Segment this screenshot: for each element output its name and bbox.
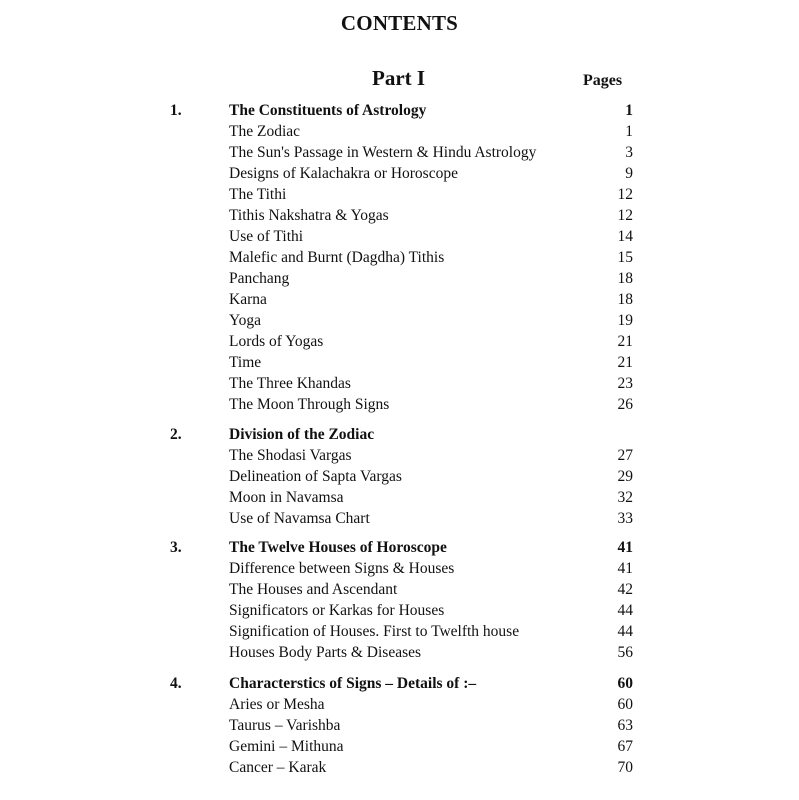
page-number: 27 — [617, 447, 633, 464]
section-title: The Twelve Houses of Horoscope — [229, 539, 447, 556]
section-heading — [0, 424, 799, 445]
page-number: 15 — [617, 249, 633, 266]
page-number: 60 — [617, 675, 633, 692]
page-title: CONTENTS — [340, 11, 459, 35]
toc-entry — [0, 184, 799, 205]
entry-title: The Three Khandas — [229, 375, 351, 392]
toc-entry — [0, 466, 799, 487]
toc-entry — [0, 558, 799, 579]
toc-entry — [0, 142, 799, 163]
entry-title: Gemini – Mithuna — [229, 738, 344, 755]
entry-title: Tithis Nakshatra & Yogas — [229, 207, 389, 224]
page-number: 67 — [617, 738, 633, 755]
section-title: Division of the Zodiac — [229, 426, 375, 443]
page-number: 32 — [617, 489, 633, 506]
toc-entry — [0, 642, 799, 663]
toc-entry — [0, 331, 799, 352]
section-number: 2. — [170, 426, 182, 443]
page-number: 70 — [617, 759, 633, 776]
entry-title: Delineation of Sapta Vargas — [229, 468, 402, 485]
page-number: 42 — [617, 581, 633, 598]
toc-entry — [0, 445, 799, 466]
entry-title: Designs of Kalachakra or Horoscope — [229, 165, 458, 182]
page-number: 56 — [617, 644, 633, 661]
section-number: 1. — [170, 102, 182, 119]
page-number: 12 — [617, 207, 633, 224]
page-number: 23 — [617, 375, 633, 392]
entry-title: Lords of Yogas — [229, 333, 324, 350]
toc-entry — [0, 163, 799, 184]
page-number: 9 — [625, 165, 633, 182]
entry-title: Signification of Houses. First to Twelfth house — [229, 623, 520, 640]
toc-entry — [0, 226, 799, 247]
page-number: 63 — [617, 717, 633, 734]
page-number: 18 — [617, 291, 633, 308]
toc-section-2 — [0, 424, 799, 529]
toc-entry — [0, 487, 799, 508]
page-number: 41 — [617, 560, 633, 577]
page-number: 14 — [617, 228, 633, 245]
section-heading — [0, 673, 799, 694]
section-heading — [0, 100, 799, 121]
entry-title: Time — [229, 354, 262, 371]
entry-title: Taurus – Varishba — [229, 717, 341, 734]
entry-title: Aries or Mesha — [229, 696, 325, 713]
entry-title: Use of Tithi — [229, 228, 304, 245]
entry-title: The Shodasi Vargas — [229, 447, 352, 464]
entry-title: The Houses and Ascendant — [229, 581, 398, 598]
entry-title: Significators or Karkas for Houses — [229, 602, 445, 619]
page-number: 41 — [617, 539, 633, 556]
entry-title: Karna — [229, 291, 267, 308]
section-heading — [0, 537, 799, 558]
page-number: 18 — [617, 270, 633, 287]
page-number: 44 — [617, 602, 633, 619]
part-heading: Part I — [372, 66, 426, 90]
page-number: 44 — [617, 623, 633, 640]
toc-entry — [0, 268, 799, 289]
entry-title: Malefic and Burnt (Dagdha) Tithis — [229, 249, 445, 266]
page-number: 3 — [625, 144, 633, 161]
toc-entry — [0, 621, 799, 642]
toc-entry — [0, 205, 799, 226]
page-number: 33 — [617, 510, 633, 527]
page-number: 1 — [625, 102, 633, 119]
section-title: The Constituents of Astrology — [229, 102, 427, 119]
pages-column-label: Pages — [583, 72, 623, 89]
entry-title: The Sun's Passage in Western & Hindu Astrology — [229, 144, 537, 161]
toc-entry — [0, 352, 799, 373]
toc-entry — [0, 394, 799, 415]
entry-title: Difference between Signs & Houses — [229, 560, 455, 577]
page-number: 29 — [617, 468, 633, 485]
entry-title: Houses Body Parts & Diseases — [229, 644, 422, 661]
toc-entry — [0, 508, 799, 529]
toc-entry — [0, 736, 799, 757]
entry-title: The Moon Through Signs — [229, 396, 390, 413]
page-number: 19 — [617, 312, 633, 329]
toc-entry — [0, 310, 799, 331]
toc-section-3 — [0, 537, 799, 663]
toc-entry — [0, 600, 799, 621]
toc-entry — [0, 373, 799, 394]
entry-title: Use of Navamsa Chart — [229, 510, 370, 527]
toc-entry — [0, 289, 799, 310]
toc-entry — [0, 715, 799, 736]
toc-entry — [0, 121, 799, 142]
entry-title: Panchang — [229, 270, 290, 287]
page-number: 12 — [617, 186, 633, 203]
section-number: 4. — [170, 675, 182, 692]
toc-entry — [0, 757, 799, 778]
entry-title: Cancer – Karak — [229, 759, 327, 776]
page-number: 26 — [617, 396, 633, 413]
toc-entry — [0, 247, 799, 268]
page-number: 21 — [617, 333, 633, 350]
toc-section-4 — [0, 673, 799, 778]
page-number: 21 — [617, 354, 633, 371]
toc-entry — [0, 694, 799, 715]
section-number: 3. — [170, 539, 182, 556]
toc-section-1 — [0, 100, 799, 415]
page-number: 60 — [617, 696, 633, 713]
entry-title: The Zodiac — [229, 123, 301, 140]
entry-title: The Tithi — [229, 186, 287, 203]
entry-title: Yoga — [229, 312, 262, 329]
section-title: Characterstics of Signs – Details of :– — [229, 675, 477, 692]
entry-title: Moon in Navamsa — [229, 489, 344, 506]
page-number: 1 — [625, 123, 633, 140]
toc-entry — [0, 579, 799, 600]
